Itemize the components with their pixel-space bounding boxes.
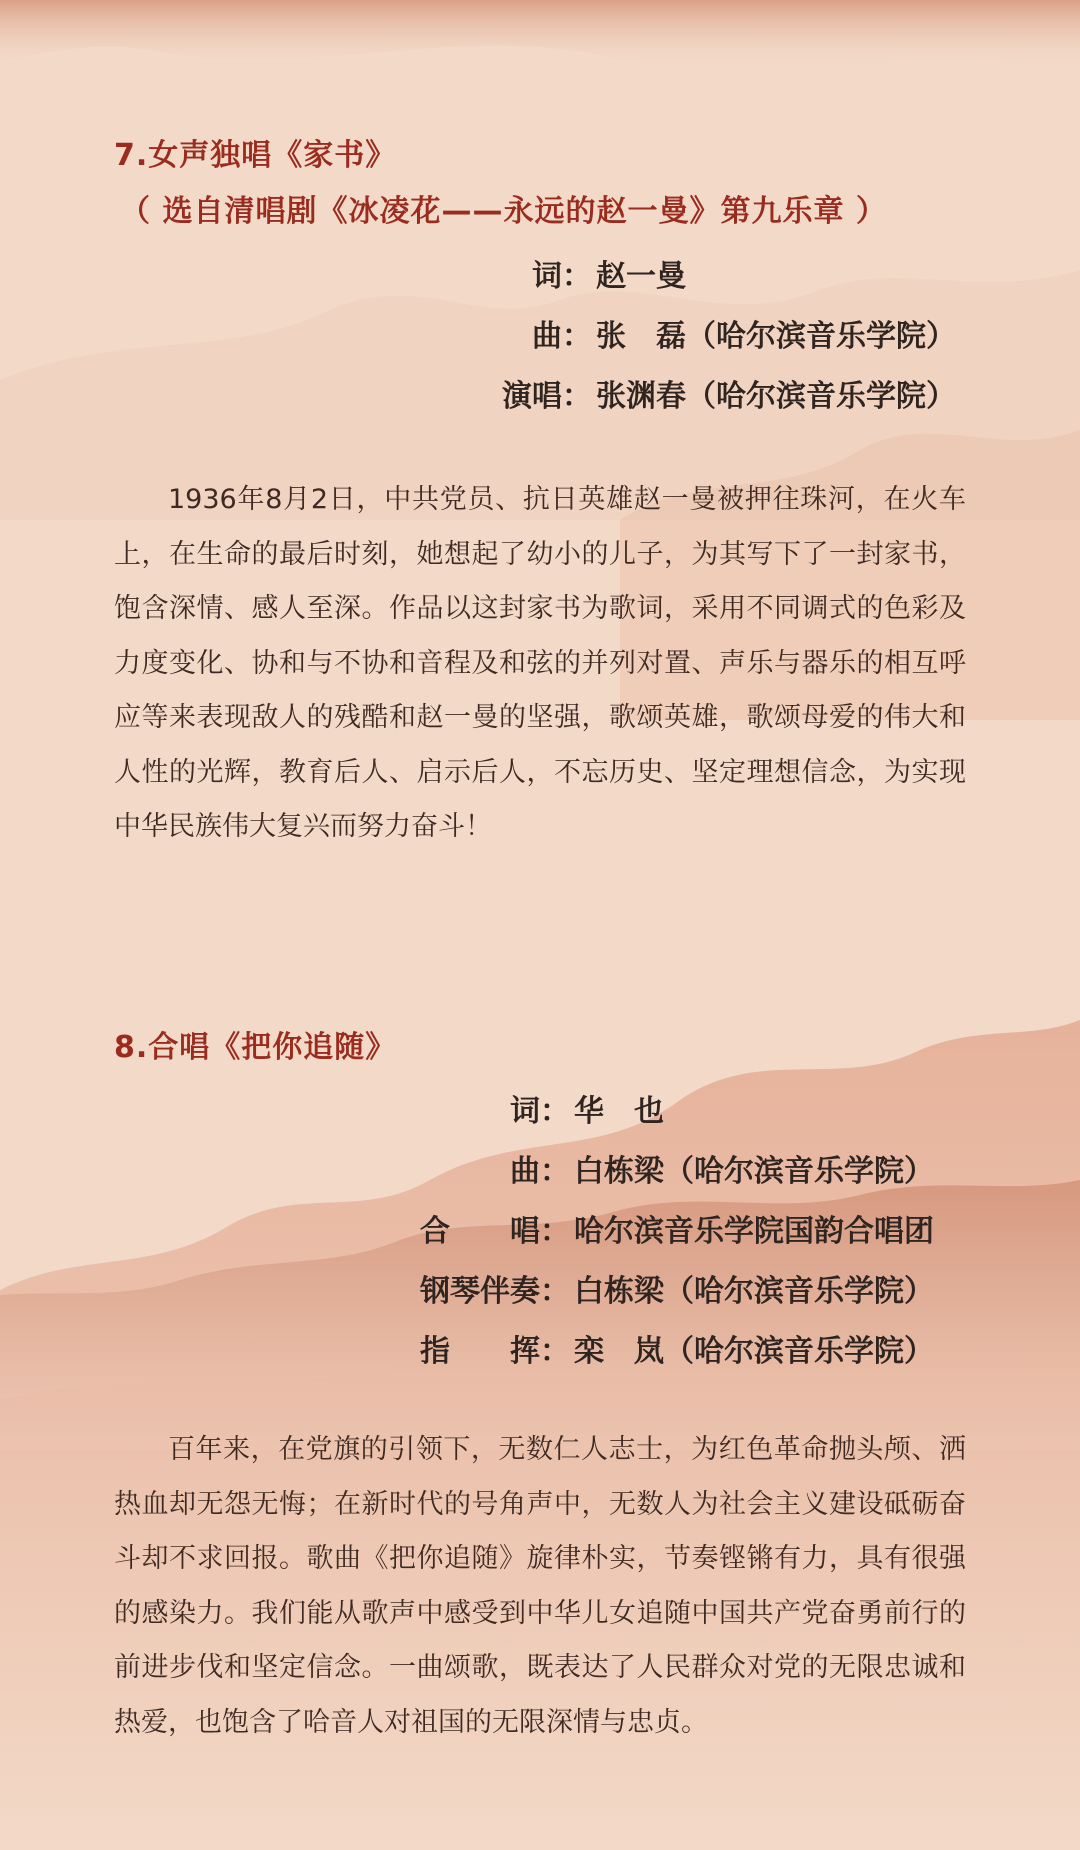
credit-label: 词： bbox=[532, 259, 592, 294]
section7-subtitle: （ 选自清唱剧《冰凌花——永远的赵一曼》第九乐章 ） bbox=[120, 194, 887, 229]
credit-label: 曲： bbox=[510, 1154, 570, 1189]
credit-value: 华 也 bbox=[574, 1094, 664, 1129]
credit-value: 栾 岚（哈尔滨音乐学院） bbox=[574, 1334, 934, 1369]
credit-label: 演唱： bbox=[502, 379, 592, 414]
section7-title: 7.女声独唱《家书》 bbox=[114, 138, 397, 173]
credit-label: 词： bbox=[510, 1094, 570, 1129]
credit-value: 张 磊（哈尔滨音乐学院） bbox=[596, 319, 956, 354]
credit-singer bbox=[480, 363, 956, 423]
credit-choir bbox=[400, 1198, 934, 1258]
credit-music bbox=[480, 303, 956, 363]
credit-label: 钢琴伴奏： bbox=[420, 1274, 570, 1309]
credit-label: 指 挥： bbox=[420, 1334, 570, 1369]
credit-label: 曲： bbox=[532, 319, 592, 354]
credit-music bbox=[400, 1138, 934, 1198]
section7-description: 1936年8月2日，中共党员、抗日英雄赵一曼被押往珠河，在火车上，在生命的最后时刻，她想起了幼小的儿子，为其写下了一封家书，饱含深情、感人至深。作品以这封家书为歌词，采用不同调式的色彩及力度变化、协和与不协和音程及和弦的并列对置、声乐与器乐的相互呼应等来表现敌人的残酷和赵一曼的坚强，歌颂英雄，歌颂母爱的伟大和人性的光辉，教育后人、启示后人，不忘历史、坚定理想信念，为实现中华民族伟大复兴而努力奋斗！ bbox=[114, 484, 966, 842]
credit-value: 白栋梁（哈尔滨音乐学院） bbox=[574, 1274, 934, 1309]
credit-value: 赵一曼 bbox=[596, 259, 686, 294]
credit-value: 哈尔滨音乐学院国韵合唱团 bbox=[574, 1214, 934, 1249]
credit-lyrics bbox=[480, 243, 686, 303]
section8-title: 8.合唱《把你追随》 bbox=[114, 1030, 397, 1065]
credit-label: 合 唱： bbox=[420, 1214, 570, 1249]
credit-lyrics bbox=[400, 1078, 664, 1138]
credit-value: 白栋梁（哈尔滨音乐学院） bbox=[574, 1154, 934, 1189]
credit-conductor bbox=[400, 1318, 934, 1378]
credit-value: 张渊春（哈尔滨音乐学院） bbox=[596, 379, 956, 414]
section8-description: 百年来，在党旗的引领下，无数仁人志士，为红色革命抛头颅、洒热血却无怨无悔；在新时代的号角声中，无数人为社会主义建设砥砺奋斗却不求回报。歌曲《把你追随》旋律朴实，节奏铿锵有力，具有很强的感染力。我们能从歌声中感受到中华儿女追随中国共产党奋勇前行的前进步伐和坚定信念。一曲颂歌，既表达了人民群众对党的无限忠诚和热爱，也饱含了哈音人对祖国的无限深情与忠贞。 bbox=[114, 1434, 966, 1738]
credit-piano bbox=[400, 1258, 934, 1318]
